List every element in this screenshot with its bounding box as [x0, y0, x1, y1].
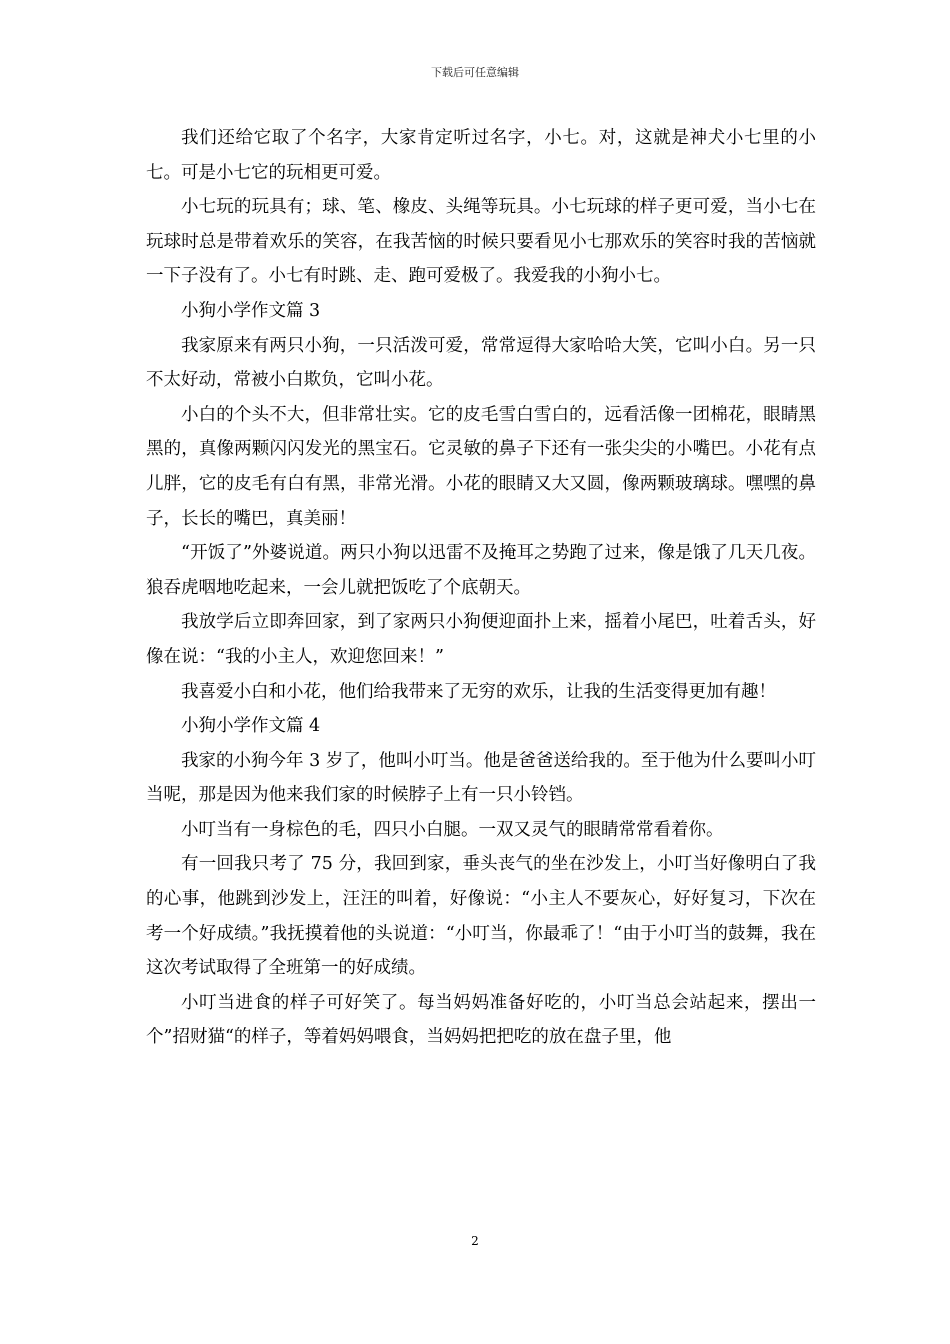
page-header: 下载后可任意编辑: [431, 66, 519, 79]
paragraph: 小七玩的玩具有；球、笔、橡皮、头绳等玩具。小七玩球的样子更可爱，当小七在玩球时总是带着欢乐的笑容，在我苦恼的时候只要看见小七那欢乐的笑容时我的苦恼就一下子没有了。小七有时跳、走、跑可爱极了。我爱我的小狗小七。: [146, 197, 816, 287]
paragraph: 小叮当有一身棕色的毛，四只小白腿。一双又灵气的眼睛常常看着你。: [181, 819, 724, 840]
paragraph: 小白的个头不大，但非常壮实。它的皮毛雪白雪白的，远看活像一团棉花，眼睛黑黑的，真像两颗闪闪发光的黑宝石。它灵敏的鼻子下还有一张尖尖的小嘴巴。小花有点儿胖，它的皮毛有白有黑，非常光滑。小花的眼睛又大又圆，像两颗玻璃球。嘿嘿的鼻子，长长的嘴巴，真美丽！: [146, 404, 816, 529]
paragraph: “开饭了”外婆说道。两只小狗以迅雷不及掩耳之势跑了过来，像是饿了几天几夜。狼吞虎咽地吃起来，一会儿就把饭吃了个底朝天。: [146, 543, 816, 598]
body-text: [146, 121, 816, 1055]
paragraph: 我家原来有两只小狗，一只活泼可爱，常常逗得大家哈哈大笑，它叫小白。另一只不太好动，常被小白欺负，它叫小花。: [146, 335, 816, 391]
paragraph: 我喜爱小白和小花，他们给我带来了无穷的欢乐，让我的生活变得更加有趣！: [181, 681, 776, 702]
paragraph: 我家的小狗今年 3 岁了，他叫小叮当。他是爸爸送给我的。至于他为什么要叫小叮当呢，那是因为他来我们家的时候脖子上有一只小铃铛。: [146, 750, 816, 806]
section-heading: 小狗小学作文篇 4: [181, 716, 321, 737]
paragraph: 小叮当进食的样子可好笑了。每当妈妈准备好吃的，小叮当总会站起来，摆出一个”招财猫“的样子，等着妈妈喂食，当妈妈把把吃的放在盘子里，他: [146, 992, 816, 1048]
section-heading: 小狗小学作文篇 3: [181, 300, 321, 321]
paragraph: 我放学后立即奔回家，到了家两只小狗便迎面扑上来，摇着小尾巴，吐着舌头，好像在说：“我的小主人，欢迎您回来！”: [146, 612, 816, 667]
page-number: 2: [471, 1234, 479, 1248]
paragraph: 有一回我只考了 75 分，我回到家，垂头丧气的坐在沙发上，小叮当好像明白了我的心事，他跳到沙发上，汪汪的叫着，好像说：“小主人不要灰心，好好复习，下次在考一个好成绩。”我抚摸着他的头说道：“小叮当，你最乖了！“由于小叮当的鼓舞，我在这次考试取得了全班第一的好成绩。: [146, 854, 816, 979]
paragraph: 我们还给它取了个名字，大家肯定听过名字，小七。对，这就是神犬小七里的小七。可是小七它的玩相更可爱。: [146, 128, 816, 183]
